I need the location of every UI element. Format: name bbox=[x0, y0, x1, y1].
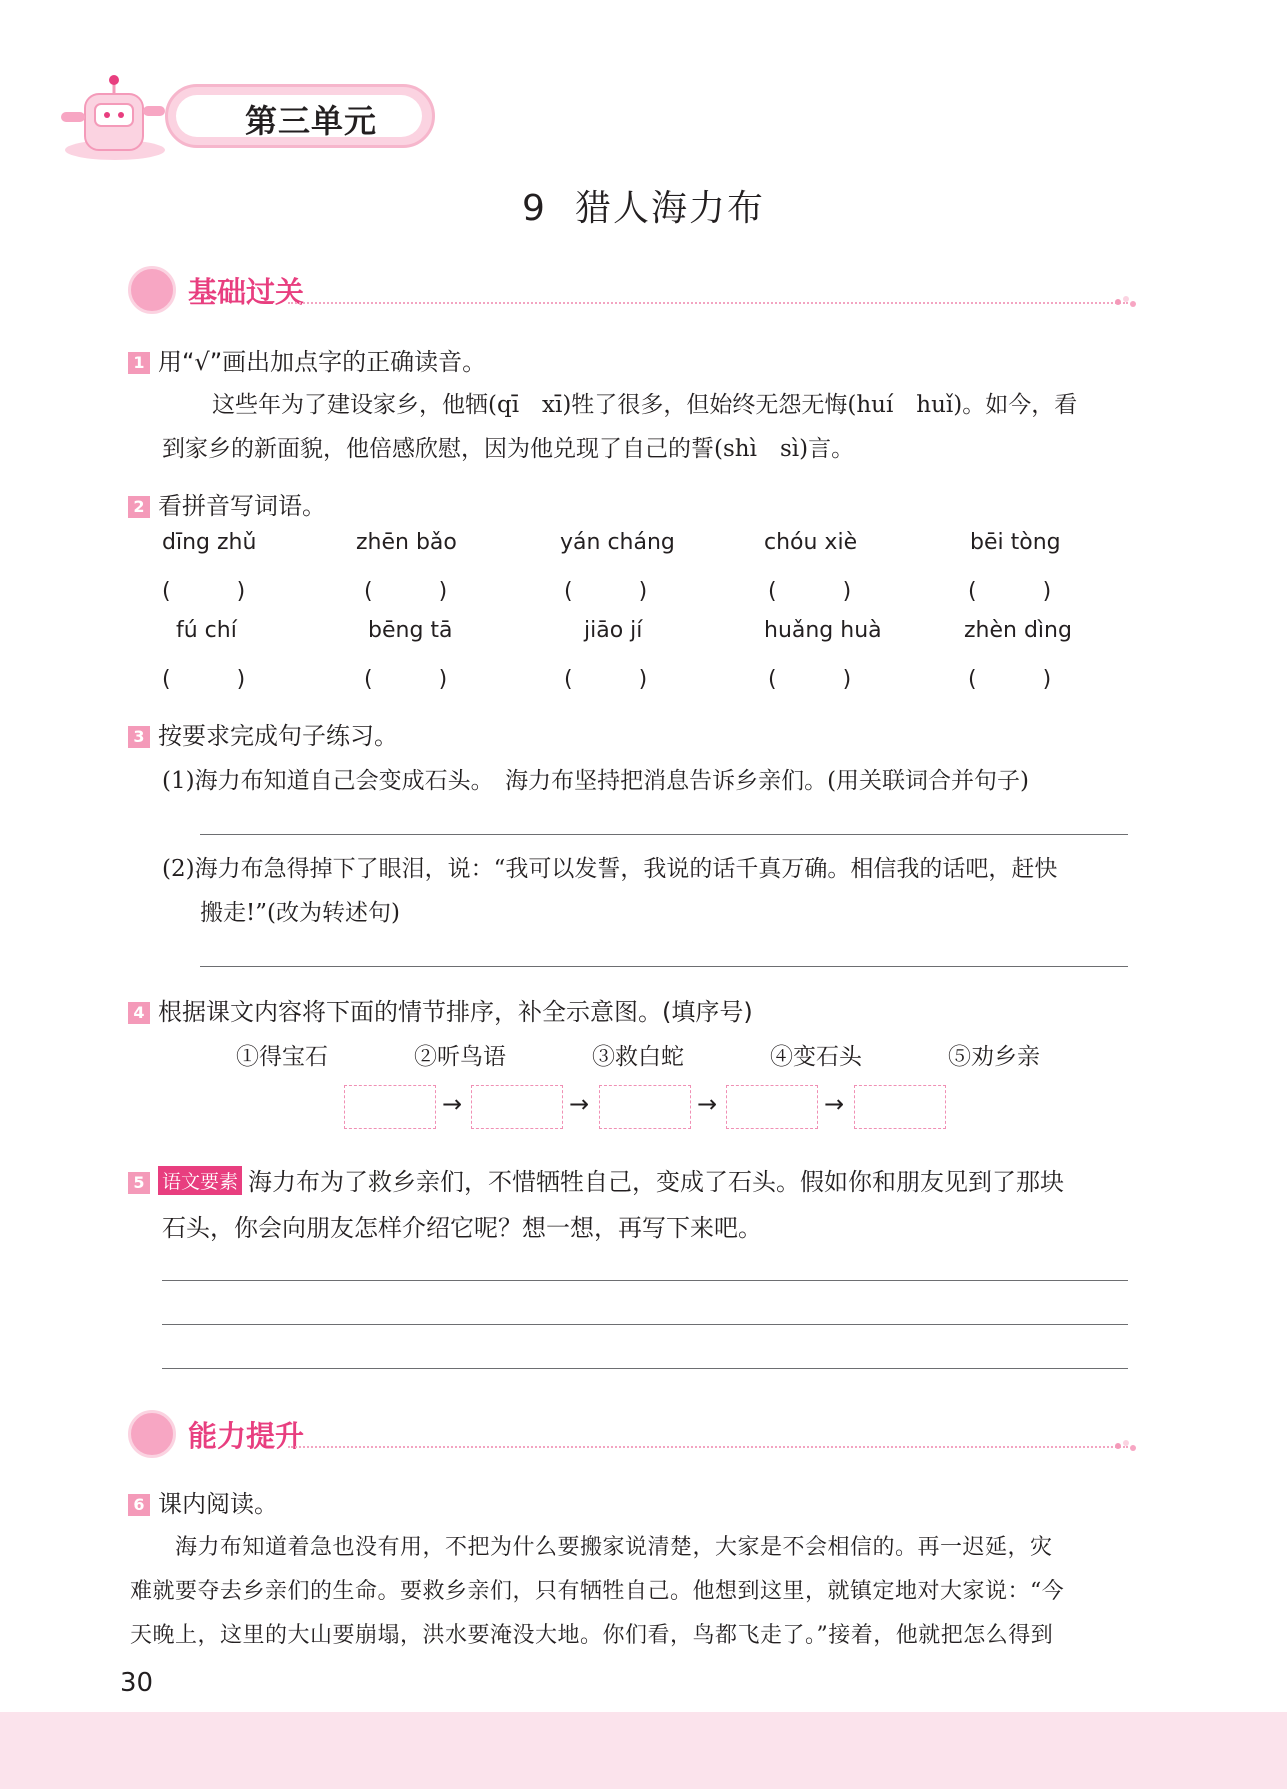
answer-line[interactable] bbox=[200, 966, 1128, 967]
question-3-text: 按要求完成句子练习。 bbox=[158, 722, 398, 750]
lesson-number: 9 bbox=[522, 188, 547, 229]
unit-title: 第三单元 bbox=[245, 102, 378, 140]
answer-blank[interactable]: ( ) bbox=[364, 579, 448, 604]
decorative-dots-icon bbox=[1114, 1438, 1138, 1454]
question-6-text: 课内阅读。 bbox=[158, 1490, 278, 1518]
sequence-box[interactable] bbox=[471, 1085, 563, 1129]
answer-blank[interactable]: ( ) bbox=[968, 667, 1052, 692]
answer-blank[interactable]: ( ) bbox=[564, 667, 648, 692]
answer-line[interactable] bbox=[200, 834, 1128, 835]
pinyin-item: chóu xiè bbox=[764, 530, 858, 555]
answer-line[interactable] bbox=[162, 1280, 1128, 1281]
question-3-item-1: (1)海力布知道自己会变成石头。 海力布坚持把消息告诉乡亲们。(用关联词合并句子) bbox=[162, 768, 1030, 794]
question-6-title bbox=[128, 1484, 278, 1519]
question-number-badge: 2 bbox=[128, 496, 150, 518]
question-number-badge: 6 bbox=[128, 1494, 150, 1516]
section-divider bbox=[288, 302, 1128, 304]
pinyin-item: huǎng huà bbox=[764, 618, 882, 643]
pinyin-item: zhēn bǎo bbox=[356, 530, 457, 555]
answer-line[interactable] bbox=[162, 1368, 1128, 1369]
answer-blank[interactable]: ( ) bbox=[768, 579, 852, 604]
section-advanced-icon bbox=[128, 1410, 176, 1458]
question-1-title bbox=[128, 342, 486, 377]
plot-option: ⑤劝乡亲 bbox=[948, 1044, 1040, 1070]
question-5-line-2: 石头，你会向朋友怎样介绍它呢？想一想，再写下来吧。 bbox=[162, 1214, 762, 1242]
question-2-text: 看拼音写词语。 bbox=[158, 492, 326, 520]
answer-blank[interactable]: ( ) bbox=[968, 579, 1052, 604]
unit-header bbox=[55, 72, 385, 164]
question-3-title bbox=[128, 716, 398, 751]
answer-line[interactable] bbox=[162, 1324, 1128, 1325]
reading-line: 天晚上，这里的大山要崩塌，洪水要淹没大地。你们看，鸟都飞走了。”接着，他就把怎么得到 bbox=[130, 1623, 1054, 1648]
page-number: 30 bbox=[120, 1668, 154, 1698]
arrow-right-icon: → bbox=[697, 1090, 718, 1118]
section-divider bbox=[288, 1446, 1128, 1448]
question-1-line-1: 这些年为了建设家乡，他牺(qī xī)牲了很多，但始终无怨无悔(huí huǐ)。如今，看 bbox=[212, 392, 1078, 418]
section-advanced-header bbox=[128, 1406, 1128, 1462]
answer-blank[interactable]: ( ) bbox=[768, 667, 852, 692]
plot-option: ①得宝石 bbox=[236, 1044, 328, 1070]
footer-band bbox=[0, 1712, 1287, 1789]
reading-line: 难就要夺去乡亲们的生命。要救乡亲们，只有牺牲自己。他想到这里，就镇定地对大家说：“今 bbox=[130, 1579, 1065, 1604]
section-basic-icon bbox=[128, 266, 176, 314]
question-5-line-1 bbox=[128, 1162, 1064, 1197]
pinyin-item: yán cháng bbox=[560, 530, 675, 555]
question-number-badge: 3 bbox=[128, 726, 150, 748]
pinyin-item: jiāo jí bbox=[584, 618, 643, 643]
question-5-text-1: 海力布为了救乡亲们，不惜牺牲自己，变成了石头。假如你和朋友见到了那块 bbox=[248, 1168, 1065, 1196]
section-basic-label: 基础过关 bbox=[188, 275, 305, 309]
arrow-right-icon: → bbox=[442, 1090, 463, 1118]
decorative-dots-icon bbox=[1114, 294, 1138, 310]
pinyin-item: bēi tòng bbox=[970, 530, 1061, 555]
answer-blank[interactable]: ( ) bbox=[162, 579, 246, 604]
pinyin-item: fú chí bbox=[176, 618, 237, 643]
lesson-name: 猎人海力布 bbox=[574, 188, 765, 229]
section-basic-header bbox=[128, 262, 1128, 318]
question-number-badge: 1 bbox=[128, 352, 150, 374]
yuwen-element-tag: 语文要素 bbox=[158, 1166, 242, 1195]
section-advanced-label: 能力提升 bbox=[188, 1419, 305, 1453]
plot-option: ③救白蛇 bbox=[592, 1044, 684, 1070]
answer-blank[interactable]: ( ) bbox=[162, 667, 246, 692]
plot-option: ④变石头 bbox=[770, 1044, 862, 1070]
arrow-right-icon: → bbox=[569, 1090, 590, 1118]
question-number-badge: 4 bbox=[128, 1002, 150, 1024]
question-1-line-2: 到家乡的新面貌，他倍感欣慰，因为他兑现了自己的誓(shì sì)言。 bbox=[162, 436, 855, 462]
sequence-box[interactable] bbox=[726, 1085, 818, 1129]
arrow-right-icon: → bbox=[824, 1090, 845, 1118]
sequence-box[interactable] bbox=[344, 1085, 436, 1129]
answer-blank[interactable]: ( ) bbox=[564, 579, 648, 604]
answer-blank[interactable]: ( ) bbox=[364, 667, 448, 692]
question-4-title bbox=[128, 992, 753, 1027]
sequence-box[interactable] bbox=[599, 1085, 691, 1129]
pinyin-item: zhèn dìng bbox=[964, 618, 1072, 643]
lesson-title bbox=[0, 180, 1287, 231]
reading-line: 海力布知道着急也没有用，不把为什么要搬家说清楚，大家是不会相信的。再一迟延，灾 bbox=[130, 1535, 1053, 1560]
pinyin-item: dīng zhǔ bbox=[162, 530, 257, 555]
question-2-title bbox=[128, 486, 326, 521]
plot-option: ②听鸟语 bbox=[414, 1044, 506, 1070]
question-number-badge: 5 bbox=[128, 1172, 150, 1194]
question-1-text: 用“√”画出加点字的正确读音。 bbox=[158, 348, 487, 376]
sequence-box[interactable] bbox=[854, 1085, 946, 1129]
pinyin-item: bēng tā bbox=[368, 618, 453, 643]
question-3-item-2-line-2: 搬走!”(改为转述句) bbox=[200, 900, 400, 926]
question-3-item-2-line-1: (2)海力布急得掉下了眼泪，说：“我可以发誓，我说的话千真万确。相信我的话吧，赶快 bbox=[162, 856, 1058, 882]
question-4-text: 根据课文内容将下面的情节排序，补全示意图。(填序号) bbox=[158, 998, 753, 1026]
